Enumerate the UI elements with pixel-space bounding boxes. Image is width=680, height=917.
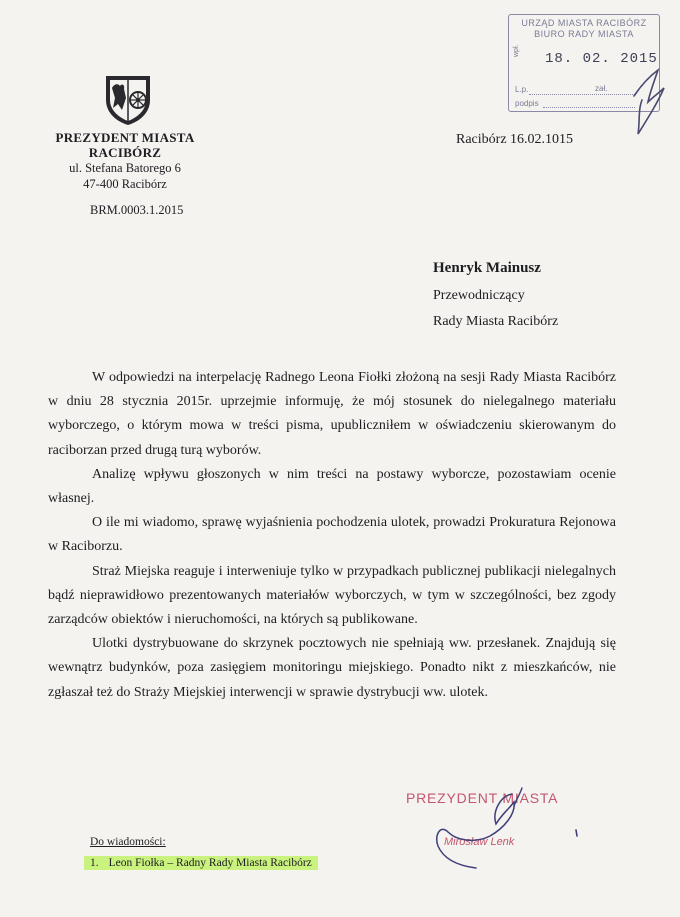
stamp-initials-scribble xyxy=(628,62,668,142)
cc-section xyxy=(90,836,318,870)
stamp-office: URZĄD MIASTA RACIBÓRZ xyxy=(521,18,647,28)
stamp-podpis-label: podpis xyxy=(515,99,539,108)
stamp-department: BIURO RADY MIASTA xyxy=(534,29,634,39)
issuer-title: PREZYDENT MIASTA xyxy=(55,130,195,145)
stamp-zal-label: zał. xyxy=(595,84,608,93)
stamp-wpl-label: wpł. xyxy=(513,44,520,57)
stamp-dotted-line xyxy=(543,107,635,108)
signature-stamp xyxy=(404,784,594,894)
cc-item-text: Leon Fiołka – Radny Rady Miasta Racibórz xyxy=(108,857,312,869)
paragraph: Analizę wpływu głoszonych w nim treści na postawy wyborcze, pozostawiam ocenie własnej. xyxy=(48,466,616,507)
addressee-name: Henryk Mainusz xyxy=(433,260,541,276)
stamp-date: 18. 02. 2015 xyxy=(545,51,658,67)
paragraph: Straż Miejska reaguje i interweniuje tylko w przypadkach publicznej publikacji nielegalnych bądź nieprawidłowo prezentowanych materiałów wyborczych, w tym w szczególności, bez zgody zarządców obiektów i nieruchomości, na których są publikowane. xyxy=(48,563,616,628)
addressee-body: Rady Miasta Racibórz xyxy=(433,314,559,329)
issuer-city: RACIBÓRZ xyxy=(88,145,162,160)
addressee-block xyxy=(433,258,558,332)
signature-title: PREZYDENT MIASTA xyxy=(406,790,559,806)
issuer-postal: 47-400 Racibórz xyxy=(83,177,167,191)
place-and-date: Racibórz 16.02.1015 xyxy=(456,132,574,147)
addressee-role: Przewodniczący xyxy=(433,288,525,303)
stamp-dotted-line xyxy=(529,94,635,95)
city-crest-icon xyxy=(104,74,152,126)
issuer-block xyxy=(40,130,210,192)
cc-label: Do wiadomości: xyxy=(90,836,166,848)
handwritten-signature xyxy=(404,784,594,894)
cc-item xyxy=(84,856,318,870)
cc-item-number: 1. xyxy=(90,857,99,869)
paragraph: W odpowiedzi na interpelację Radnego Leona Fiołki złożoną na sesji Rady Miasta Racibórz w dniu 28 stycznia 2015r. uprzejmie informuję, że mój stosunek do nielegalnego materiału wyborczego, o którym mowa w treści pisma, upubliczniłem w oświadczeniu skierowanym do raciborzan przed drugą turą wyborów. xyxy=(48,370,616,458)
paragraph: Ulotki dystrybuowane do skrzynek pocztowych nie spełniają ww. przesłanek. Znajdują się wewnątrz budynków, poza zasięgiem monitoringu miejskiego. Ponadto nikt z mieszkańców, nie zgłaszał też do Straży Miejskiej interwencji w sprawie dystrybucji ww. ulotek. xyxy=(48,636,616,700)
issuer-street: ul. Stefana Batorego 6 xyxy=(69,161,181,175)
stamp-lp-label: L.p. xyxy=(515,85,529,94)
reference-number: BRM.0003.1.2015 xyxy=(90,203,184,217)
paragraph: O ile mi wiadomo, sprawę wyjaśnienia pochodzenia ulotek, prowadzi Prokuratura Rejonowa w Raciborzu. xyxy=(48,515,616,555)
letter-body xyxy=(48,366,616,705)
signature-name: Mirosław Lenk xyxy=(444,836,515,848)
